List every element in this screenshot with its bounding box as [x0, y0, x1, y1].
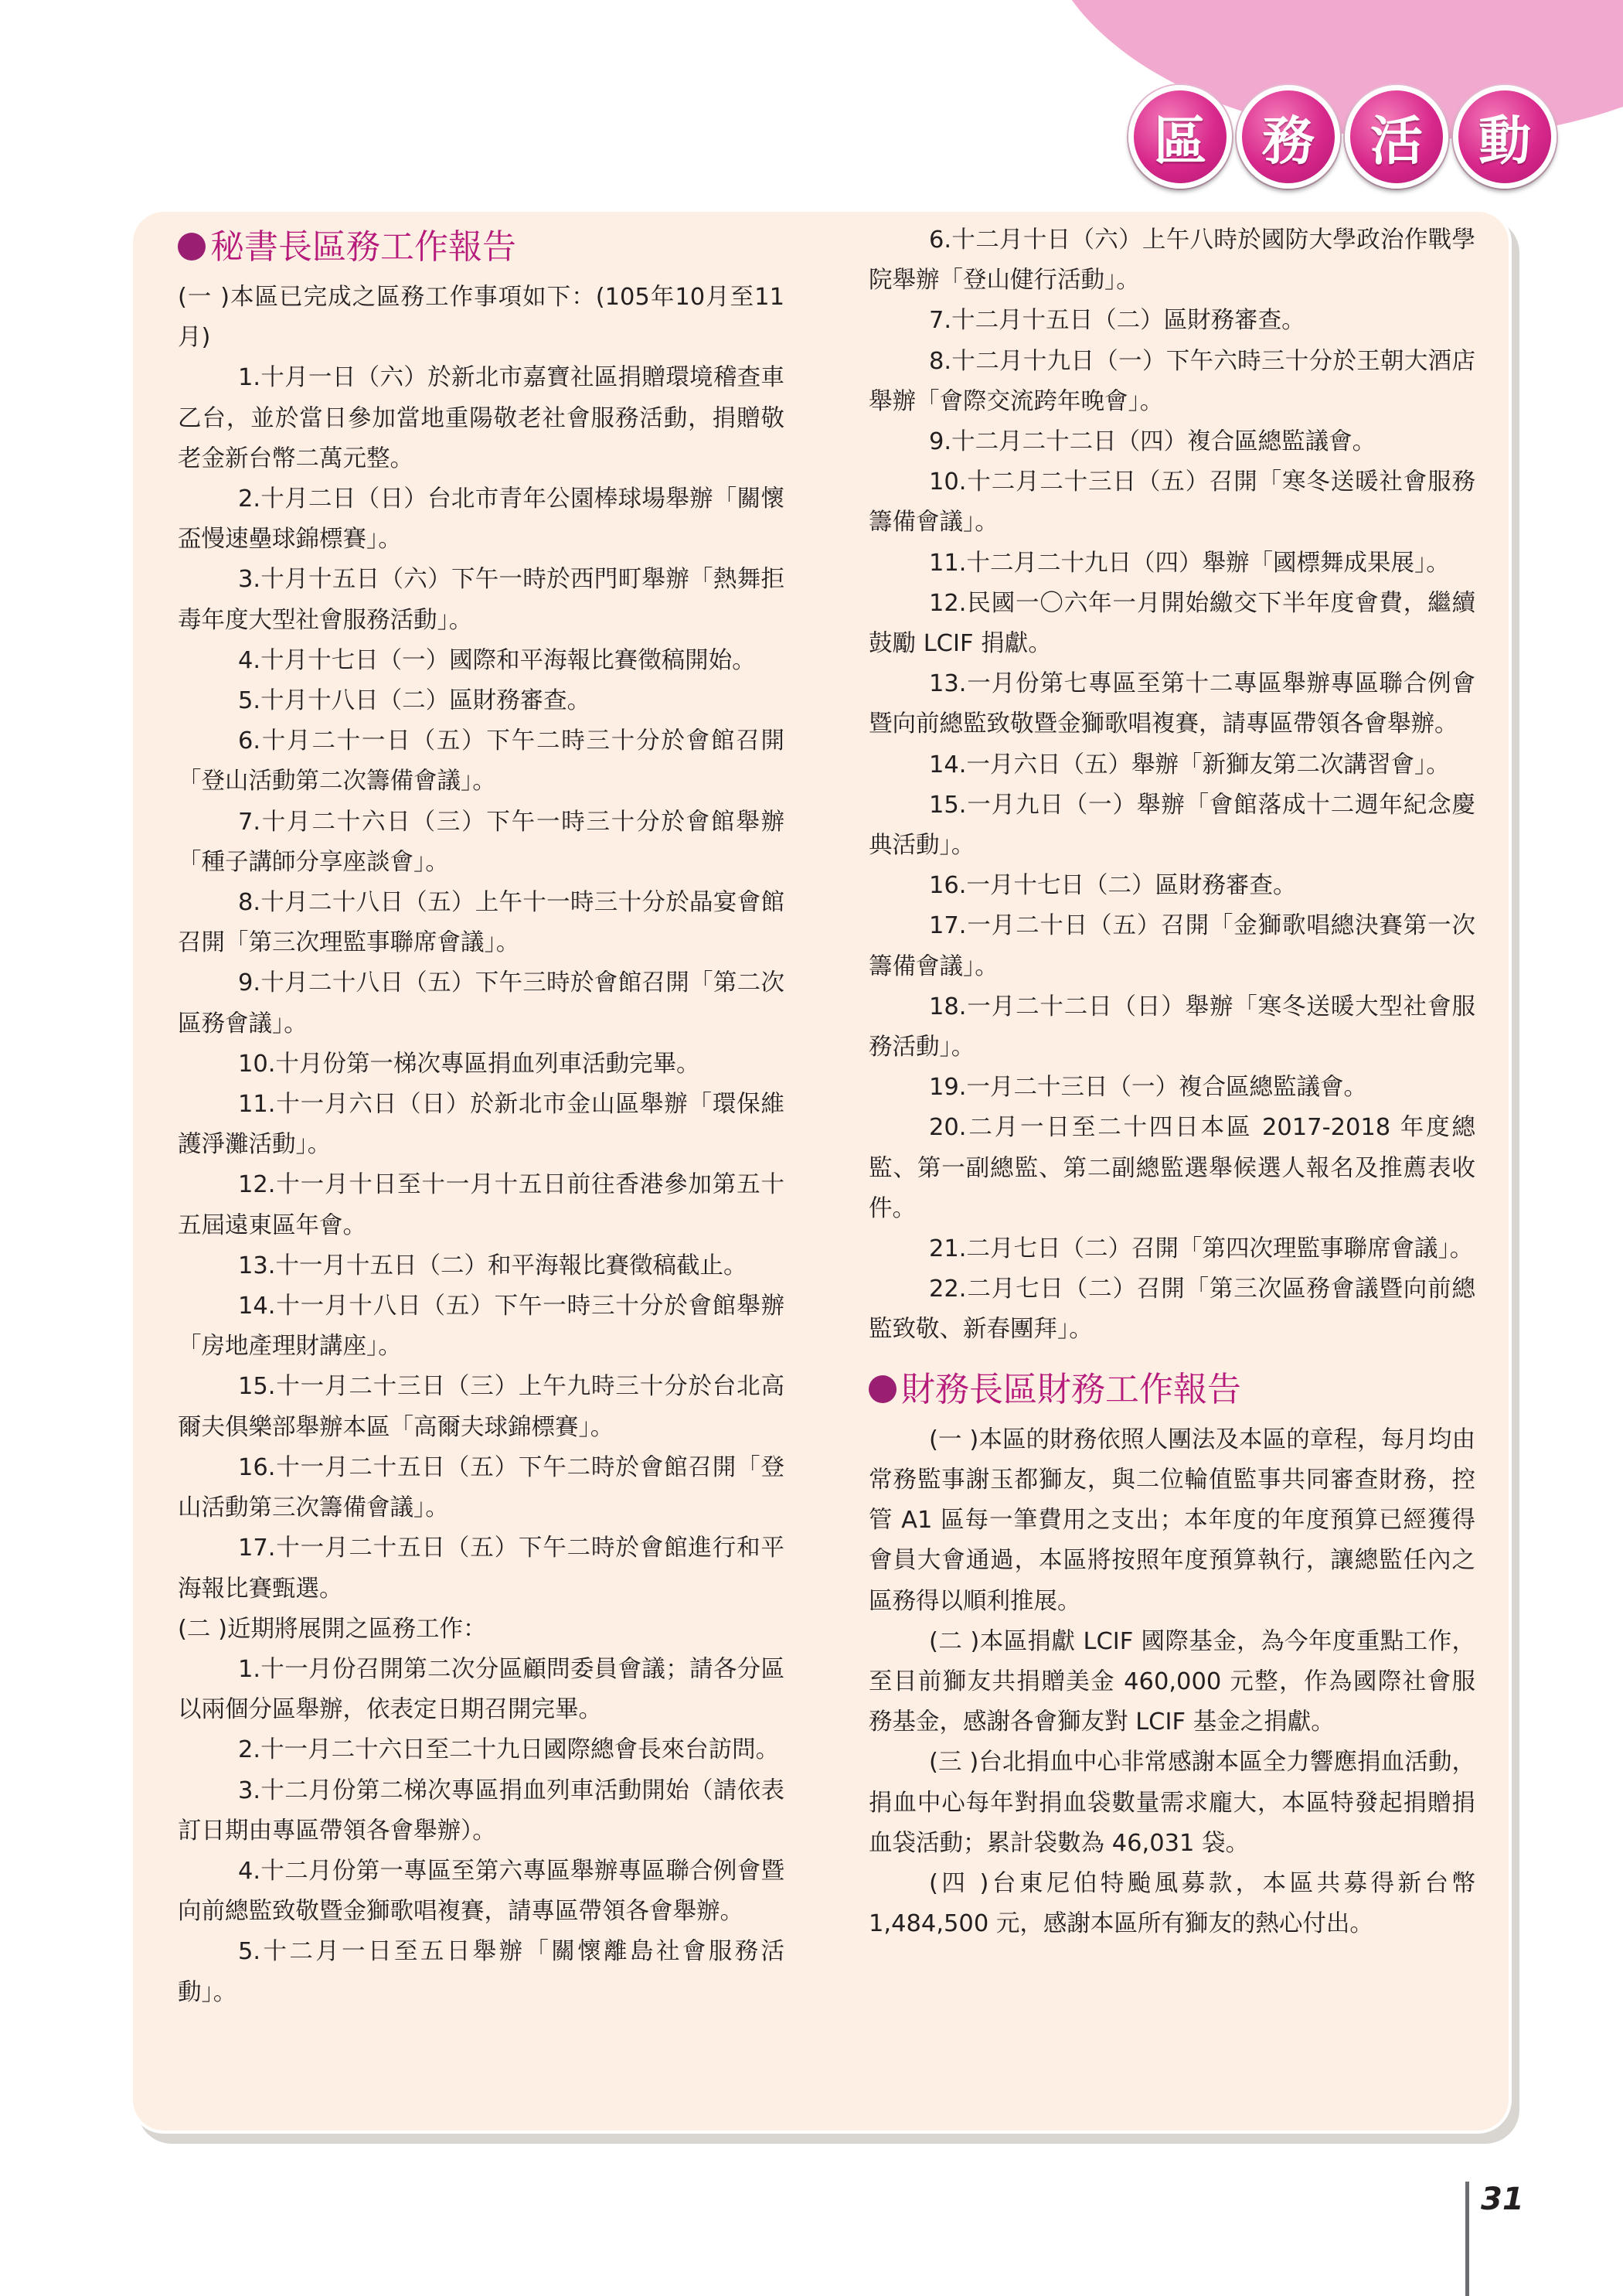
section-heading-secretary: [178, 220, 784, 274]
paragraph: (一 )本區的財務依照人團法及本區的章程，每月均由常務監事謝玉都獅友，與二位輪值監事共同審查財務，控管 A1 區每一筆費用之支出；本年度的年度預算已經獲得會員大會通過，本區將按照年度預算執行，讓總監任內之區務得以順利推展。: [869, 1426, 1475, 1615]
paragraph: 17.一月二十日（五）召開「金獅歌唱總決賽第一次籌備會議」。: [869, 912, 1475, 980]
section-heading-treasurer: [869, 1363, 1475, 1417]
paragraph: (三 )台北捐血中心非常感謝本區全力響應捐血活動，捐血中心每年對捐血袋數量需求龐大，本區特發起捐贈捐血袋活動；累計袋數為 46,031 袋。: [869, 1749, 1475, 1857]
paragraph: (四 )台東尼伯特颱風募款，本區共募得新台幣 1,484,500 元，感謝本區所有獅友的熱心付出。: [869, 1869, 1475, 1938]
page-number: 31: [1481, 2182, 1524, 2217]
paragraph: 18.一月二十二日（日）舉辦「寒冬送暖大型社會服務活動」。: [869, 993, 1475, 1061]
paragraph: 1.十一月份召開第二次分區顧問委員會議；請各分區以兩個分區舉辦，依表定日期召開完畢。: [178, 1655, 784, 1724]
paragraph: 8.十二月十九日（一）下午六時三十分於王朝大酒店舉辦「會際交流跨年晚會」。: [869, 347, 1475, 415]
heading-text: 財務長區財務工作報告: [901, 1369, 1241, 1409]
paragraph: 8.十月二十八日（五）上午十一時三十分於晶宴會館召開「第三次理監事聯席會議」。: [178, 889, 784, 957]
title-badge: 務: [1237, 85, 1340, 189]
paragraph: 14.一月六日（五）舉辦「新獅友第二次講習會」。: [929, 751, 1450, 778]
paragraph: 2.十一月二十六日至二十九日國際總會長來台訪問。: [238, 1736, 780, 1764]
paragraph: 16.一月十七日（二）區財務審查。: [929, 872, 1297, 900]
left-column: [178, 220, 784, 2013]
bullet-dot-icon: [178, 233, 206, 261]
paragraph: 4.十二月份第一專區至第六專區舉辦專區聯合例會暨向前總監致敬暨金獅歌唱複賽，請專區帶領各會舉辦。: [178, 1857, 784, 1926]
paragraph: 11.十一月六日（日）於新北市金山區舉辦「環保維護淨灘活動」。: [178, 1091, 784, 1159]
paragraph: 10.十月份第一梯次專區捐血列車活動完畢。: [238, 1050, 700, 1078]
paragraph: 10.十二月二十三日（五）召開「寒冬送暖社會服務籌備會議」。: [869, 468, 1475, 537]
paragraph: 6.十月二十一日（五）下午二時三十分於會館召開「登山活動第二次籌備會議」。: [178, 727, 784, 795]
paragraph: (二 )近期將展開之區務工作：: [178, 1615, 487, 1643]
paragraph: 11.十二月二十九日（四）舉辦「國標舞成果展」。: [929, 549, 1450, 577]
paragraph: 19.一月二十三日（一）複合區總監議會。: [929, 1074, 1368, 1102]
heading-text: 秘書長區務工作報告: [210, 227, 516, 267]
paragraph: 15.十一月二十三日（三）上午九時三十分於台北高爾夫俱樂部舉辦本區「高爾夫球錦標賽」。: [178, 1373, 784, 1441]
paragraph: 7.十二月十五日（二）區財務審查。: [929, 307, 1305, 335]
paragraph: 1.十月一日（六）於新北市嘉寶社區捐贈環境稽查車乙台，並於當日參加當地重陽敬老社會服務活動，捐贈敬老金新台幣二萬元整。: [178, 364, 784, 472]
right-column: [869, 220, 1475, 1944]
section-title-badges: [1128, 85, 1557, 189]
paragraph: 3.十月十五日（六）下午一時於西門町舉辦「熱舞拒毒年度大型社會服務活動」。: [178, 566, 784, 634]
paragraph: (二 )本區捐獻 LCIF 國際基金，為今年度重點工作，至目前獅友共捐贈美金 460,000 元整，作為國際社會服務基金，感謝各會獅友對 LCIF 基金之捐獻。: [869, 1627, 1475, 1736]
paragraph: 16.十一月二十五日（五）下午二時於會館召開「登山活動第三次籌備會議」。: [178, 1453, 784, 1522]
paragraph: 9.十二月二十二日（四）複合區總監議會。: [929, 428, 1376, 456]
paragraph: 15.一月九日（一）舉辦「會館落成十二週年紀念慶典活動」。: [869, 791, 1475, 860]
title-badge: 動: [1453, 85, 1557, 189]
paragraph: 2.十月二日（日）台北市青年公園棒球場舉辦「關懷盃慢速壘球錦標賽」。: [178, 485, 784, 554]
paragraph: (一 )本區已完成之區務工作事項如下：(105年10月至11月): [178, 284, 784, 352]
paragraph: 6.十二月十日（六）上午八時於國防大學政治作戰學院舉辦「登山健行活動」。: [869, 227, 1475, 295]
title-badge: 活: [1345, 85, 1448, 189]
paragraph: 13.十一月十五日（二）和平海報比賽徵稿截止。: [238, 1252, 747, 1279]
paragraph: 13.一月份第七專區至第十二專區舉辦專區聯合例會暨向前總監致敬暨金獅歌唱複賽，請專區帶領各會舉辦。: [869, 670, 1475, 738]
paragraph: 17.十一月二十五日（五）下午二時於會館進行和平海報比賽甄選。: [178, 1535, 784, 1603]
paragraph: 12.十一月十日至十一月十五日前往香港參加第五十五屆遠東區年會。: [178, 1171, 784, 1239]
paragraph: 5.十月十八日（二）區財務審查。: [238, 687, 591, 715]
paragraph: 12.民國一〇六年一月開始繳交下半年度會費，繼續鼓勵 LCIF 捐獻。: [869, 589, 1475, 658]
paragraph: 7.十月二十六日（三）下午一時三十分於會館舉辦「種子講師分享座談會」。: [178, 808, 784, 876]
paragraph: 4.十月十七日（一）國際和平海報比賽徵稿開始。: [238, 646, 756, 674]
paragraph: 14.十一月十八日（五）下午一時三十分於會館舉辦「房地產理財講座」。: [178, 1293, 784, 1361]
title-badge: 區: [1128, 85, 1232, 189]
paragraph: 20.二月一日至二十四日本區 2017-2018 年度總監、第一副總監、第二副總監選舉候選人報名及推薦表收件。: [869, 1114, 1475, 1222]
paragraph: 3.十二月份第二梯次專區捐血列車活動開始（請依表訂日期由專區帶領各會舉辦）。: [178, 1777, 784, 1845]
paragraph: 22.二月七日（二）召開「第三次區務會議暨向前總監致敬、新春團拜」。: [869, 1276, 1475, 1344]
paragraph: 5.十二月一日至五日舉辦「關懷離島社會服務活動」。: [178, 1938, 784, 2006]
paragraph: 9.十月二十八日（五）下午三時於會館召開「第二次區務會議」。: [178, 969, 784, 1037]
page-number-rule: [1465, 2182, 1469, 2296]
bullet-dot-icon: [869, 1375, 897, 1403]
paragraph: 21.二月七日（二）召開「第四次理監事聯席會議」。: [929, 1235, 1474, 1263]
